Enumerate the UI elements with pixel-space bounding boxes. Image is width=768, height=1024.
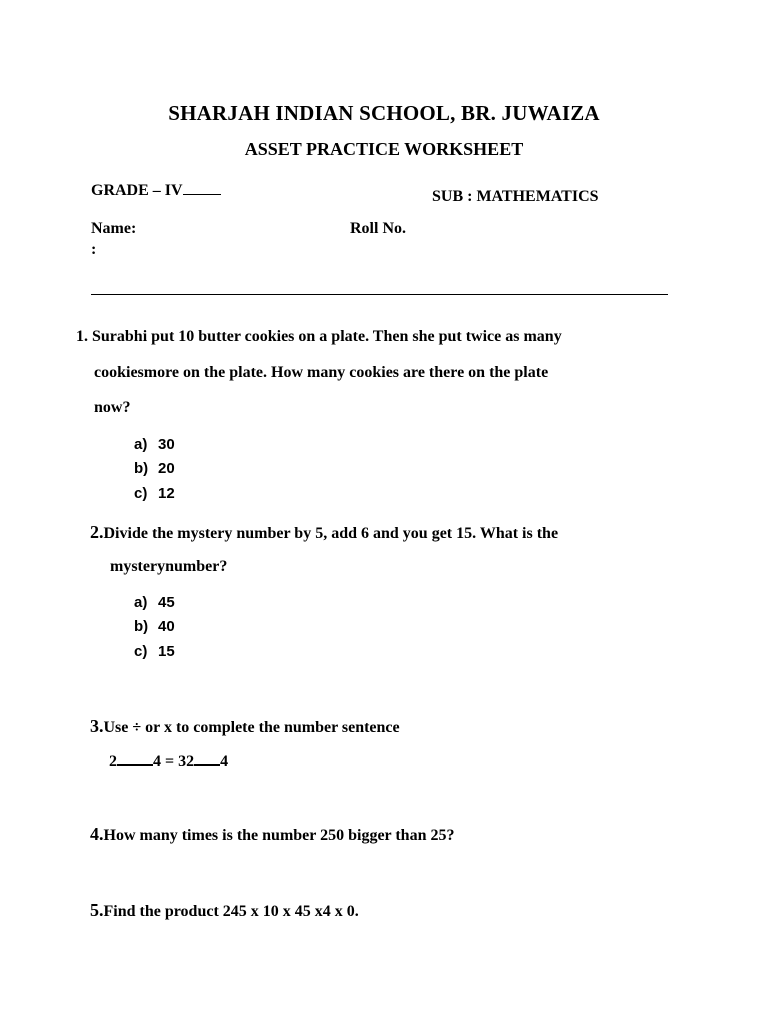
worksheet-title: ASSET PRACTICE WORKSHEET: [244, 139, 524, 159]
name-label: Name:: [91, 220, 137, 237]
question-5-number: 5.: [90, 900, 104, 920]
name-colon: :: [91, 241, 97, 258]
question-1-option-a: [134, 436, 175, 453]
grade-field: [91, 182, 221, 200]
sentence-part-3: 4: [220, 753, 229, 770]
sentence-part-2: 4 = 32: [153, 753, 195, 770]
question-3-text-1: Use ÷ or x to complete the number sentence: [103, 719, 400, 736]
question-2-text-2: mysterynumber?: [110, 558, 228, 575]
question-3-line-1: [90, 716, 400, 737]
question-2-number: 2.: [90, 522, 104, 542]
option-label: a): [134, 436, 148, 453]
option-value: 30: [158, 436, 175, 453]
option-value: 45: [158, 594, 175, 611]
option-label: b): [134, 618, 149, 635]
question-4-number: 4.: [90, 824, 104, 844]
question-2-option-a: [134, 594, 175, 611]
option-value: 15: [158, 643, 175, 660]
question-1-line-1: [76, 328, 562, 346]
option-value: 12: [158, 485, 175, 502]
option-label: a): [134, 594, 148, 611]
school-name: SHARJAH INDIAN SCHOOL, BR. JUWAIZA: [168, 101, 600, 125]
option-label: c): [134, 485, 148, 502]
grade-blank-line: [183, 182, 221, 195]
question-2-option-b: [134, 618, 175, 635]
question-5-text-1: Find the product 245 x 10 x 45 x4 x 0.: [103, 903, 359, 920]
option-value: 40: [158, 618, 175, 635]
option-value: 20: [158, 460, 175, 477]
question-5-line-1: [90, 900, 359, 921]
option-label: b): [134, 460, 149, 477]
answer-blank-1[interactable]: [117, 751, 153, 766]
subject-label: SUB : MATHEMATICS: [432, 188, 599, 205]
question-2-option-c: [134, 643, 175, 660]
option-label: c): [134, 643, 148, 660]
question-1-number: 1.: [76, 328, 88, 345]
question-1-text-2: cookiesmore on the plate. How many cookies are there on the plate: [94, 364, 549, 381]
sentence-part-1: 2: [109, 753, 117, 770]
question-1-option-b: [134, 460, 175, 477]
question-1-option-c: [134, 485, 175, 502]
question-2-line-1: [90, 522, 558, 543]
roll-number-label: Roll No.: [350, 220, 406, 237]
question-2-text-1: Divide the mystery number by 5, add 6 and you get 15. What is the: [103, 525, 559, 542]
question-1-text-3: now?: [94, 399, 131, 416]
header-divider-line: [91, 294, 668, 295]
grade-label: GRADE – IV: [91, 182, 183, 199]
question-3-number: 3.: [90, 716, 104, 736]
question-3-number-sentence: [109, 751, 228, 771]
answer-blank-2[interactable]: [194, 751, 220, 766]
question-1-text-1: Surabhi put 10 butter cookies on a plate. Then she put twice as many: [92, 328, 562, 345]
question-4-line-1: [90, 824, 454, 845]
question-4-text-1: How many times is the number 250 bigger than 25?: [103, 827, 455, 844]
